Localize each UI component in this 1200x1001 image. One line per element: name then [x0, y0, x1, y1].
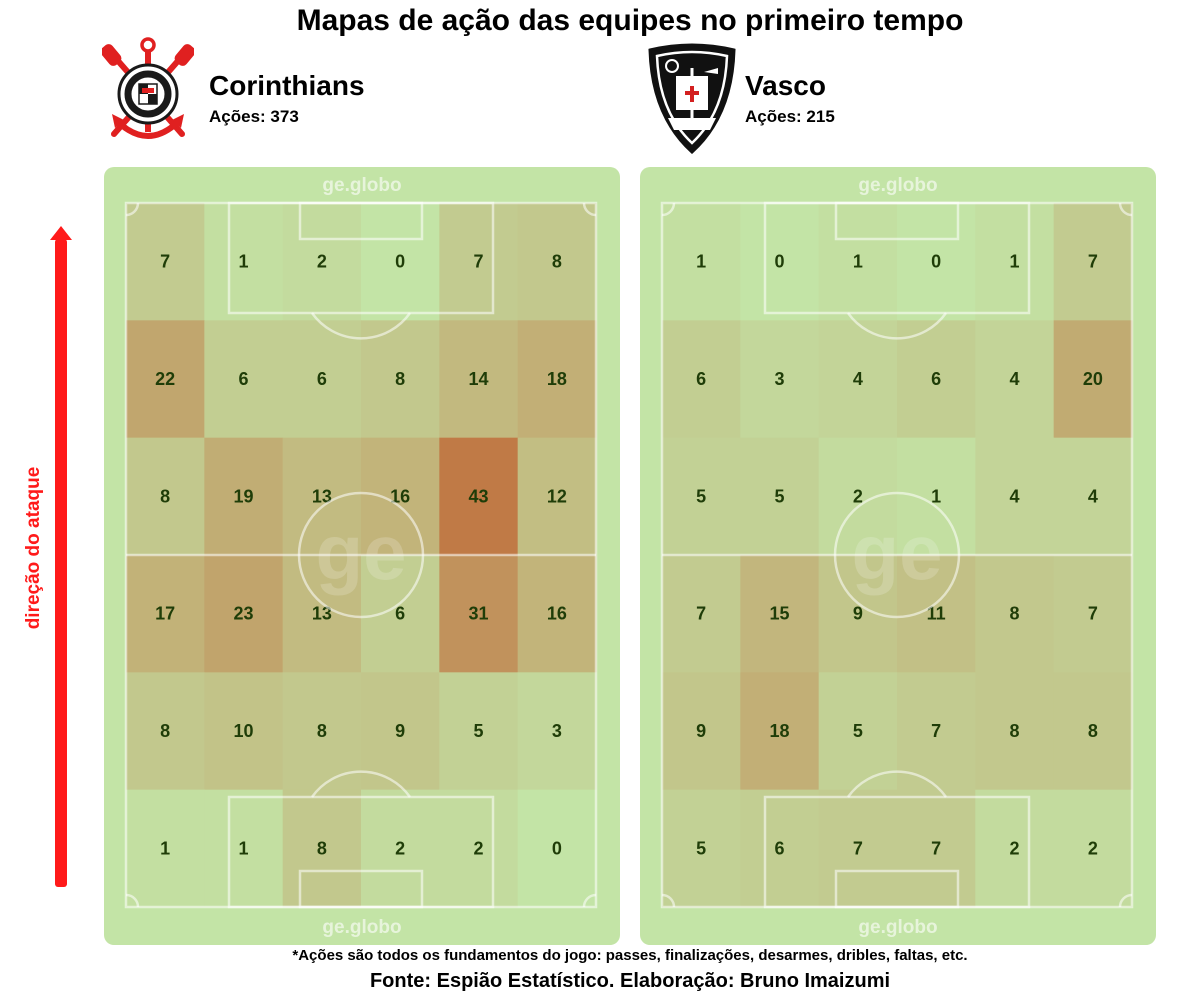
heatmap-cell-label: 18 — [769, 721, 790, 741]
vasco-name: Vasco — [745, 70, 826, 101]
corinthians-action-map — [104, 167, 620, 945]
watermark-top: ge.globo — [322, 175, 402, 196]
heatmap-cell-label: 13 — [311, 603, 332, 624]
heatmap-cell-label: 5 — [774, 486, 785, 507]
heatmap-cell-label: 1 — [160, 838, 171, 859]
heatmap-cell-label: 3 — [774, 369, 785, 389]
footnote: *Ações são todos os fundamentos do jogo: passes, finalizações, desarmes, dribles, faltas, etc. — [292, 947, 968, 964]
heatmap-cell-label: 7 — [1087, 603, 1098, 624]
heatmap-cell-label: 4 — [1009, 486, 1020, 507]
heatmap-cell-label: 19 — [233, 486, 254, 507]
heatmap-cell-label: 2 — [852, 486, 863, 507]
heatmap-cell-label: 6 — [774, 838, 785, 859]
heatmap-cell-label: 1 — [931, 486, 942, 507]
heatmap-cell-label: 9 — [395, 721, 406, 741]
heatmap-cell-label: 13 — [311, 486, 332, 507]
source-credit: Fonte: Espião Estatístico. Elaboração: Bruno Imaizumi — [369, 970, 891, 992]
heatmap-cell-label: 8 — [316, 838, 327, 859]
heatmap-cell-label: 1 — [238, 251, 249, 272]
corinthians-crest-icon — [102, 36, 194, 150]
corinthians-actions-count: Ações: 373 — [209, 107, 299, 126]
watermark-bottom: ge.globo — [322, 917, 402, 938]
heatmap-cell-label: 6 — [316, 369, 327, 389]
heatmap-cell-label: 14 — [468, 369, 489, 389]
heatmap-cell-label: 22 — [155, 369, 176, 389]
center-watermark: ge — [851, 508, 943, 596]
corinthians-name: Corinthians — [209, 70, 365, 101]
heatmap-cell-label: 7 — [473, 251, 484, 272]
heatmap-cell-label: 43 — [468, 486, 489, 507]
heatmap-cell-label: 2 — [473, 838, 484, 859]
heatmap-cell-label: 8 — [316, 721, 327, 741]
heatmap-cell-label: 23 — [233, 603, 254, 624]
heatmap-cell-label: 6 — [696, 369, 707, 389]
heatmap-cell-label: 7 — [1087, 251, 1098, 272]
heatmap-cell-label: 8 — [1009, 603, 1020, 624]
heatmap-cell-label: 4 — [1009, 369, 1020, 389]
heatmap-cell-label: 0 — [551, 838, 562, 859]
heatmap-cell-label: 8 — [551, 251, 562, 272]
heatmap-cell-label: 0 — [931, 251, 942, 272]
attack-direction-arrow-icon — [48, 224, 74, 890]
heatmap-cell-label: 8 — [1009, 721, 1020, 741]
heatmap-cell-label: 2 — [395, 838, 406, 859]
heatmap-cell-label: 6 — [395, 603, 406, 624]
heatmap-cell-label: 2 — [316, 251, 327, 272]
heatmap-cell-label: 1 — [852, 251, 863, 272]
heatmap-cell-label: 5 — [696, 486, 707, 507]
heatmap-cell-label: 3 — [551, 721, 562, 741]
heatmap-cell-label: 16 — [390, 486, 411, 507]
chart-title: Mapas de ação das equipes no primeiro tempo — [296, 4, 964, 37]
watermark-top: ge.globo — [858, 175, 938, 196]
heatmap-cell-label: 16 — [546, 603, 567, 624]
heatmap-cell-label: 11 — [926, 603, 946, 624]
heatmap-cell-label: 4 — [1087, 486, 1098, 507]
heatmap-cell-label: 6 — [931, 369, 942, 389]
heatmap-cell-label: 8 — [395, 369, 406, 389]
heatmap-cell-label: 1 — [1009, 251, 1020, 272]
vasco-action-map — [640, 167, 1156, 945]
heatmap-cell-label: 31 — [468, 603, 489, 624]
heatmap-cell-label: 1 — [696, 251, 707, 272]
vasco-actions-count: Ações: 215 — [745, 107, 835, 126]
attack-direction-label: direção do ataque — [23, 466, 44, 630]
heatmap-cell-label: 7 — [931, 721, 942, 741]
heatmap-cell-label: 7 — [931, 838, 942, 859]
heatmap-cell-label: 7 — [696, 603, 707, 624]
heatmap-cell-label: 2 — [1087, 838, 1098, 859]
vasco-crest-icon — [646, 42, 738, 154]
heatmap-cell-label: 7 — [852, 838, 863, 859]
heatmap-cell-label: 20 — [1082, 369, 1103, 389]
heatmap-cell-label: 10 — [233, 721, 254, 741]
heatmap-cell-label: 1 — [238, 838, 249, 859]
heatmap-cell-label: 8 — [160, 721, 171, 741]
heatmap-cell-label: 8 — [160, 486, 171, 507]
heatmap-cell-label: 5 — [473, 721, 484, 741]
heatmap-cell-label: 0 — [774, 251, 785, 272]
heatmap-cell-label: 5 — [696, 838, 707, 859]
heatmap-cell-label: 5 — [852, 721, 863, 741]
heatmap-cell-label: 2 — [1009, 838, 1020, 859]
center-watermark: ge — [315, 508, 407, 596]
heatmap-cell-label: 9 — [696, 721, 707, 741]
heatmap-cell-label: 18 — [546, 369, 567, 389]
heatmap-cell-label: 7 — [160, 251, 171, 272]
heatmap-cell-label: 0 — [395, 251, 406, 272]
heatmap-cell-label: 8 — [1087, 721, 1098, 741]
heatmap-cell-label: 12 — [546, 486, 567, 507]
heatmap-cell-label: 17 — [155, 603, 176, 624]
heatmap-cell-label: 6 — [238, 369, 249, 389]
heatmap-cell-label: 15 — [769, 603, 790, 624]
watermark-bottom: ge.globo — [858, 917, 938, 938]
heatmap-cell-label: 4 — [852, 369, 863, 389]
heatmap-cell-label: 9 — [852, 603, 863, 624]
